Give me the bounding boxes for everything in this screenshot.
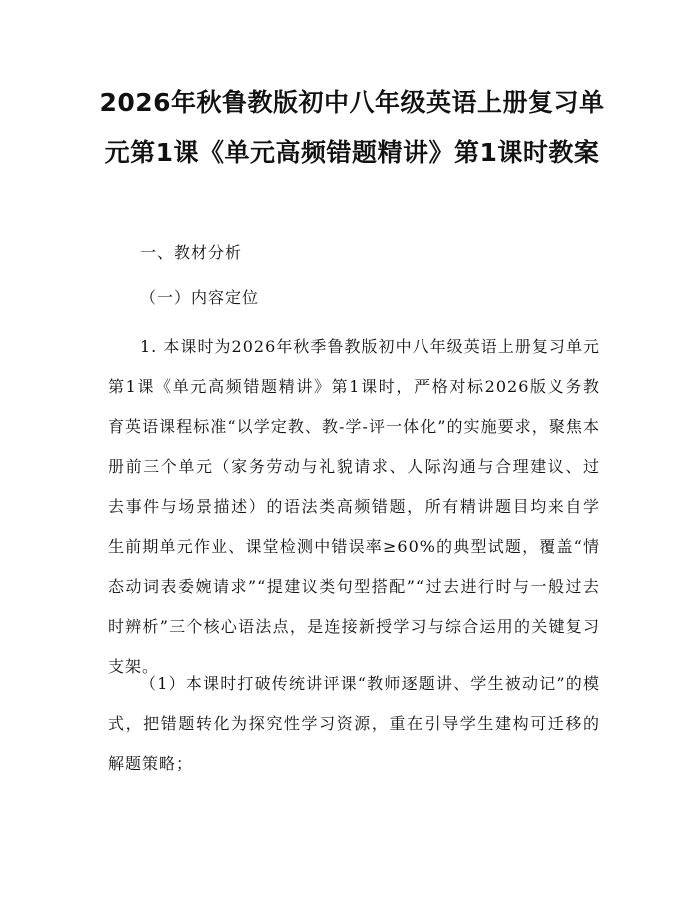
subsection-heading-content-positioning: （一）内容定位 [140, 288, 260, 307]
body-paragraph: 1. 本课时为2026年秋季鲁教版初中八年级英语上册复习单元第1课《单元高频错题精讲》第1课时，严格对标2026版义务教育英语课程标准“以学定教、教-学-评一体化”的实施要求，聚焦本册前三个单元（家务劳动与礼貌请求、人际沟通与合理建议、过去事件与场景描述）的语法类高频错题，所有精讲题目均来自学生前期单元作业、课堂检测中错误率≥60%的典型试题，覆盖“情态动词表委婉请求”“提建议类句型搭配”“过去进行时与一般过去时辨析”三个核心语法点，是连接新授学习与综合运用的关键复习支架。 [108, 337, 600, 676]
section-heading-textbook-analysis: 一、教材分析 [140, 243, 243, 262]
document-title: 2026年秋鲁教版初中八年级英语上册复习单元第1课《单元高频错题精讲》第1课时教案 [99, 88, 605, 167]
body-paragraph: （1）本课时打破传统讲评课“教师逐题讲、学生被动记”的模式，把错题转化为探究性学习资源，重在引导学生建构可迁移的解题策略； [108, 674, 600, 773]
